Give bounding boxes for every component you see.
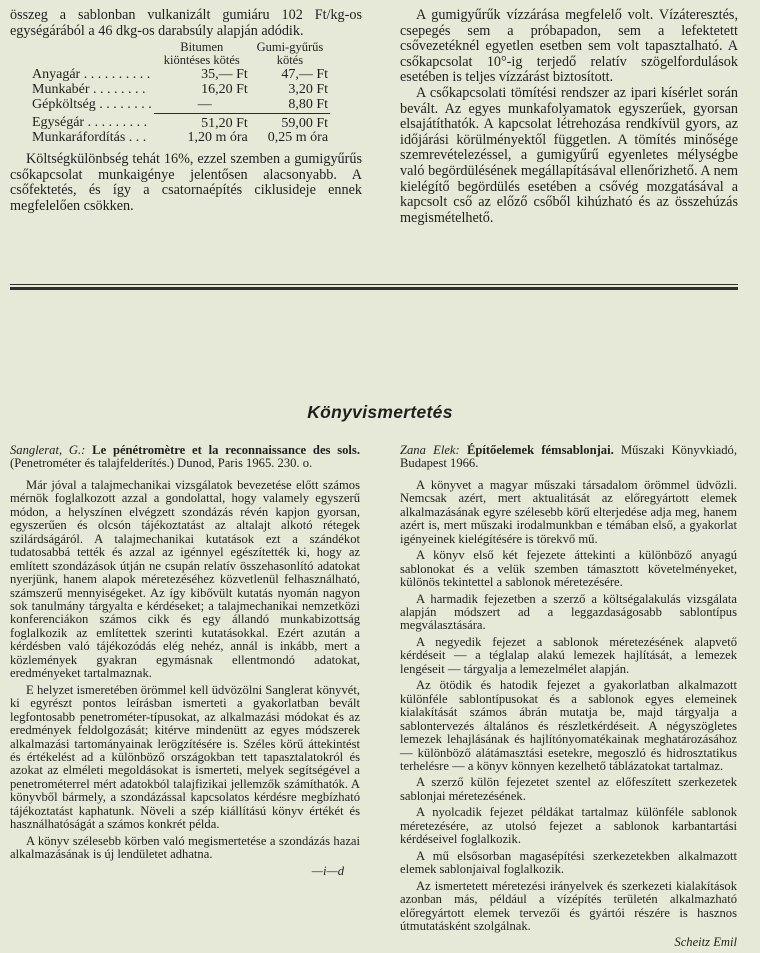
row-value-gumi: 3,20 Ft bbox=[288, 81, 329, 97]
table-header-bitumen: Bitumen kiöntéses kötés bbox=[163, 40, 240, 67]
review-author: Zana Elek: bbox=[400, 443, 460, 457]
book-reference bbox=[400, 444, 737, 471]
table-row bbox=[30, 98, 330, 113]
table-header-gumi: Gumi-gyűrűs kötés bbox=[256, 40, 324, 67]
table-row bbox=[30, 68, 330, 83]
row-value-bitumen: 51,20 Ft bbox=[201, 115, 248, 131]
row-value-gumi: 47,— Ft bbox=[281, 67, 329, 83]
section-title: Könyvismertetés bbox=[307, 402, 453, 422]
divider-rule bbox=[10, 284, 738, 285]
row-label: Munkaráfordítás . . . bbox=[32, 130, 147, 146]
book-title: Építőelemek fémsablonjai. bbox=[466, 443, 614, 457]
table-header-empty bbox=[30, 41, 154, 68]
review-paragraph: A szerző külön fejezetet szentel az előfeszített szerkezetek sablonjai méretezésének. bbox=[400, 775, 737, 803]
row-label: Munkabér . . . . . . . . bbox=[32, 81, 146, 97]
review-paragraph: Már jóval a talajmechanikai vizsgálatok bevezetése előtt számos mérnök foglalkozott azzal a gondolattal, hogy valamely egyszerű módon, a helyszínen elvégzett szondázás révén kapjon gyorsan, egyszerűen és olcsón tájékoztatást az altalajt alkotó rétegek szilárdságáról. A talajmechanikai kutatások ezt a szándékot tudatosabbá tették és azzal az igénnyel egészítették ki, hogy az említett szondázások útján ne csupán relatív összehasonlító adatokat nyerjünk, hanem alapok méretezéséhez közvetlenül felhasználható, számszerű mennyiségeket. Az így kibővült kutatás nyomán nagyon sok tanulmány tárgyalta e kérdéseket; a talajmechanikai nemzetközi konferenciákon számos cikk és egy állandó munkabizottság foglalkozik az említettek szerinti kutatásokkal. Ezért azután a kérdésben való tájékozódás elég nehéz, annál is inkább, mert a közlemények gyakran egymásnak ellentmondó adatokat, eredményeket tartalmaznak. bbox=[10, 477, 360, 681]
book-publication: Műszaki Könyvkiadó, Budapest 1966. bbox=[400, 443, 737, 471]
review-paragraph: A mű elsősorban magasépítési szerkezetekben alkalmazott elemek sablonjaival foglalkozik. bbox=[400, 848, 737, 877]
divider-rule-thick bbox=[10, 287, 738, 290]
review-paragraph: A könyvet a magyar műszaki társadalom örömmel üdvözli. Nemcsak azért, mert aktualitását az előregyártott elemek alkalmazásának egyre szélesebb körű elterjedése adja meg, hanem azért is, mert műszaki irodalmunkban e témában első, a gyakorlat igényeinek kielégítésére is törekvő mű. bbox=[400, 477, 737, 546]
review-paragraph: A harmadik fejezetben a szerző a költségalakulás vizsgálata alapján módszert ad a leggazdaságosabb sablontípus megválasztására. bbox=[400, 591, 737, 633]
review-paragraph: E helyzet ismeretében örömmel kell üdvözölni Sanglerat könyvét, ki egyrészt pontos leírásban ismerteti a gyakorlatban bevált legfontosabb penetrométer-típusokat, az alkalmazási módokat és az eredmények feldolgozását; kitérve mindenütt az egyes módszerek alkalmazási tartományainak lerögzítésére is. Széles körű áttekintést és értékelést ad a különböző országokban tett tapasztalatokról és azokat az elméleti megoldásokat is ismerteti, melyek segítségével a penetrométerrel mért adatokból talajfizikai jellemzők számíthatók. A könyvből bármely, a szondázással kapcsolatos kérdésre megbízható tájékoztatást kaphatunk. Növeli a szép kiállítású könyv értékét és használhatóságát a számos konkrét példa. bbox=[10, 682, 360, 832]
review-paragraph: A könyv szélesebb körben való megismertetése a szondázás hazai alkalmazásának is új lendületet adhatna. bbox=[10, 833, 360, 862]
review-author: Sanglerat, G.: bbox=[10, 443, 86, 457]
row-value-gumi: 8,80 Ft bbox=[250, 98, 330, 113]
reviewer-signature: Scheitz Emil bbox=[674, 935, 737, 950]
row-value-bitumen: 1,20 m óra bbox=[187, 130, 248, 146]
book-publication: (Penetrométer és talajfelderítés.) Dunod, Paris 1965. 230. o. bbox=[10, 456, 313, 471]
review-paragraph: A könyv első két fejezete áttekinti a különböző anyagú sablonokat és a velük szemben támasztott követelményeket, különös tekintettel a sablonok méretezésére. bbox=[400, 548, 737, 590]
row-label: Gépköltség . . . . . . . . bbox=[32, 97, 152, 113]
article-right-column bbox=[400, 8, 738, 226]
row-value-gumi: 0,25 m óra bbox=[267, 130, 329, 146]
review-paragraph: Az ismertetett méretezési irányelvek és szerkezeti kialakítások azonban más, például a vízépítés területén alkalmazható előregyártott elemek tervezői és gyártói részére is hasznos útmutatásként szolgálnak. bbox=[400, 878, 737, 933]
article-left-column bbox=[10, 8, 362, 215]
review-paragraph: A negyedik fejezet a sablonok méretezésének alapvető kérdéseit — a téglalap alakú lemezek hajlítását, a lemezek lengéseit — tárgyalja a lemezelmélet alapján. bbox=[400, 634, 737, 676]
reviewer-signature: —i—d bbox=[311, 863, 344, 878]
table-row bbox=[30, 113, 330, 131]
row-value-bitumen: 35,— Ft bbox=[201, 67, 248, 83]
row-value-bitumen: 16,20 Ft bbox=[201, 81, 248, 97]
cost-intro-text: összeg a sablonban vulkanizált gumiáru 102 Ft/kg-os egységárából a 46 dkg-os darabsúly alapján adódik. bbox=[10, 7, 362, 39]
review-paragraph: Az ötödik és hatodik fejezet a gyakorlatban alkalmazott különféle sablontípusokat és a sablonok egyes elemeinek kialakítását számos ábrán mutatja be, majd tárgyalja a sablontervezés általános és részletkérdéseit. A négyszögletes lemezek lehajlásának és hajlítónyomatékainak meghatározásához — különböző alátámasztási esetekre, megoszló és hidrosztatikus terhelésre — a könyv könnyen kezelhető táblázatokat tartalmaz. bbox=[400, 678, 737, 773]
cost-conclusion-text: Költségkülönbség tehát 16%, ezzel szemben a gumigyűrűs csőkapcsolat munkaigénye jelentősen alacsonyabb. A csőfektetés, és így a csatornaépítés ciklusideje ennek megfelelően csökken. bbox=[10, 151, 362, 214]
table-row bbox=[30, 83, 330, 98]
book-review-left bbox=[10, 444, 360, 881]
article-paragraph: A csőkapcsolati tömítési rendszer az ipari kísérlet során bevált. Az egyes munkafolyamatok egyszerűek, gyorsan elsajátíthatók. A kapcsolat létrehozása rendkívül gyors, az időjárási körülményektől független. A tömítés minősége szemrevételezéssel, a gumigyűrű egyenletes mélységbe való begördülésének megállapításával ellenőrizhető. A nem kielégítő begördülés esetében a csővég mozgatásával a kapcsolt cső az előző csőből kihúzható és az összehúzás megismételhető. bbox=[400, 84, 738, 226]
row-value-bitumen: — bbox=[154, 98, 250, 113]
row-label: Egységár . . . . . . . . . bbox=[32, 115, 148, 131]
article-paragraph: A gumigyűrűk vízzárása megfelelő volt. Vízáteresztés, csepegés sem a próbapadon, sem a lefektetett csővezetéknél egyetlen esetben sem volt tapasztalható. A csőkapcsolat 10°-ig terjedő relatív szögelfordulások esetében is teljes vízzárást biztosított. bbox=[400, 7, 738, 86]
row-label: Anyagár . . . . . . . . . . bbox=[32, 67, 151, 83]
cost-comparison-table bbox=[30, 41, 330, 146]
row-value-gumi: 59,00 Ft bbox=[281, 115, 329, 131]
table-row bbox=[30, 131, 330, 146]
book-review-right bbox=[400, 444, 737, 953]
review-paragraph: A nyolcadik fejezet példákat tartalmaz különféle sablonok méretezésére, az utolsó fejezet a sablonok karbantartási kérdéseivel foglalkozik. bbox=[400, 805, 737, 847]
book-title: Le pénétromètre et la reconnaissance des sols. bbox=[92, 443, 360, 457]
book-reference bbox=[10, 444, 360, 471]
